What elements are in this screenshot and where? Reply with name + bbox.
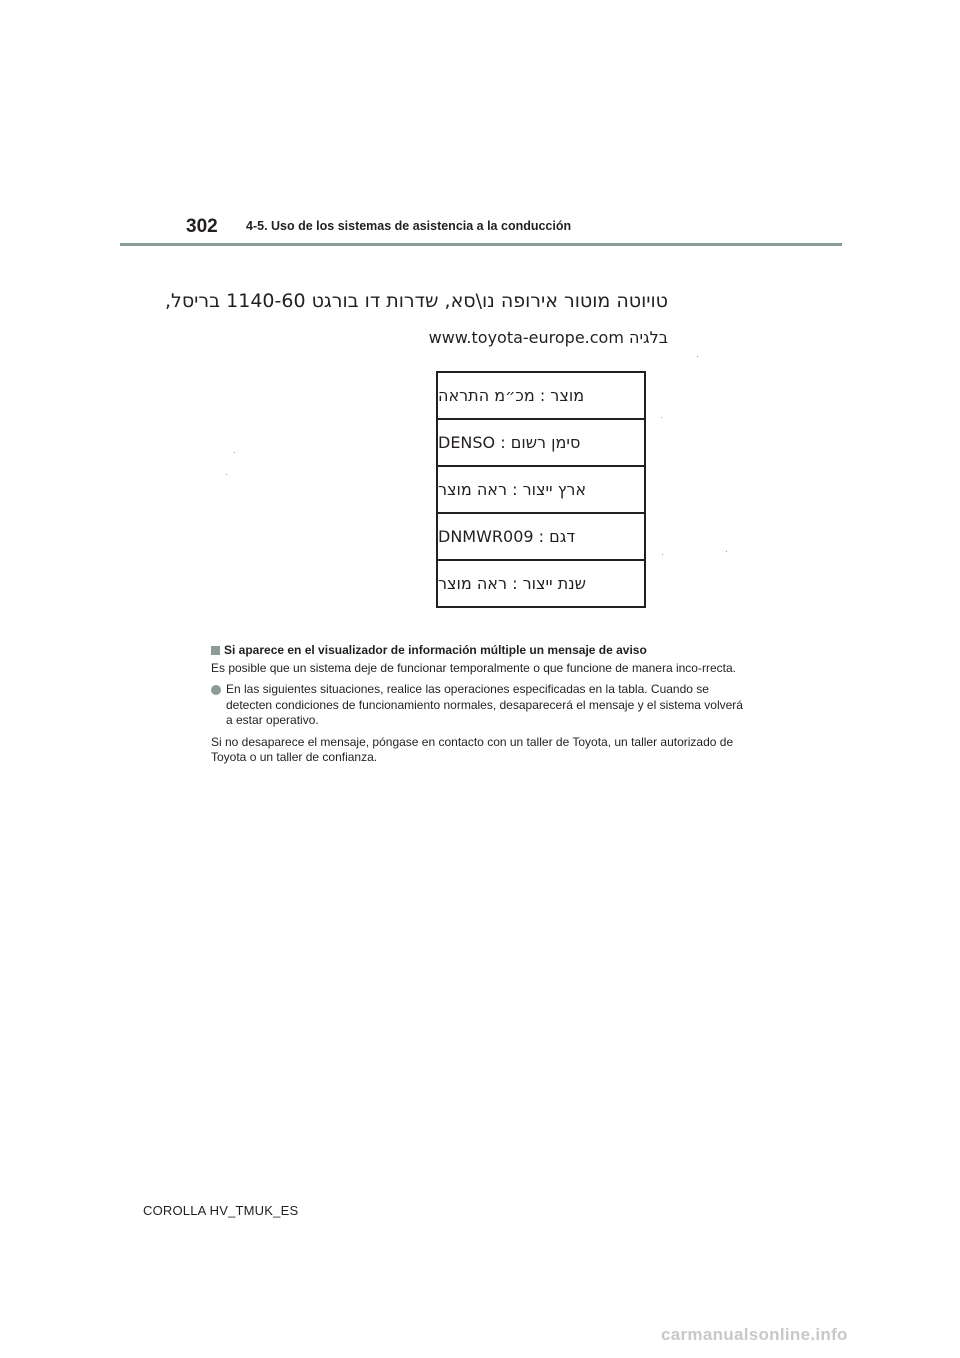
square-bullet-icon [211,646,220,655]
scan-speck [661,417,662,418]
scan-speck [226,474,227,475]
subheading-text: Si aparece en el visualizador de información múltiple un mensaje de aviso [224,643,647,657]
scan-speck [726,551,727,552]
scan-speck [234,452,235,453]
footer-model-code: COROLLA HV_TMUK_ES [143,1203,299,1218]
hebrew-notice-line-1: טויוטה מוטור אירופה נו\סא, שדרות דו בורגט 1140-60 בריסל, [165,290,668,312]
label-row-product: מוצר : מכ״מ התראה [438,373,644,420]
regulatory-label-table [436,371,646,608]
label-row-year: שנת ייצור : ראה מוצר [438,574,586,593]
section-title: 4-5. Uso de los sistemas de asistencia a la conducción [246,219,572,233]
warning-subheading [211,643,751,659]
watermark: carmanualsonline.info [661,1325,848,1344]
paragraph-malfunction: Es posible que un sistema deje de funcionar temporalmente o que funcione de manera inco-rrecta. [211,660,736,675]
label-row-country: ארץ ייצור : ראה מוצר [438,467,644,514]
circle-bullet-icon [211,685,221,695]
page-number: 302 [186,216,218,237]
bullet-item [211,682,751,729]
body-content [211,643,751,772]
scan-speck [697,356,698,357]
scan-speck [662,554,663,555]
header-rule [120,243,842,246]
label-row-model: דגם : DNMWR009 [438,514,644,561]
paragraph-contact-dealer: Si no desaparece el mensaje, póngase en contacto con un taller de Toyota, un taller autorizado de Toyota o un taller de confianza. [211,734,734,764]
hebrew-notice-line-2: בלגיה www.toyota-europe.com [428,328,668,347]
label-row-trademark: סימן רשום : DENSO [438,420,644,467]
bullet-text: En las siguientes situaciones, realice las operaciones especificadas en la tabla. Cuando se detecten condiciones de funcionamiento normales, desaparecerá el mensaje y el sistema volverá a estar operativo. [226,682,743,727]
